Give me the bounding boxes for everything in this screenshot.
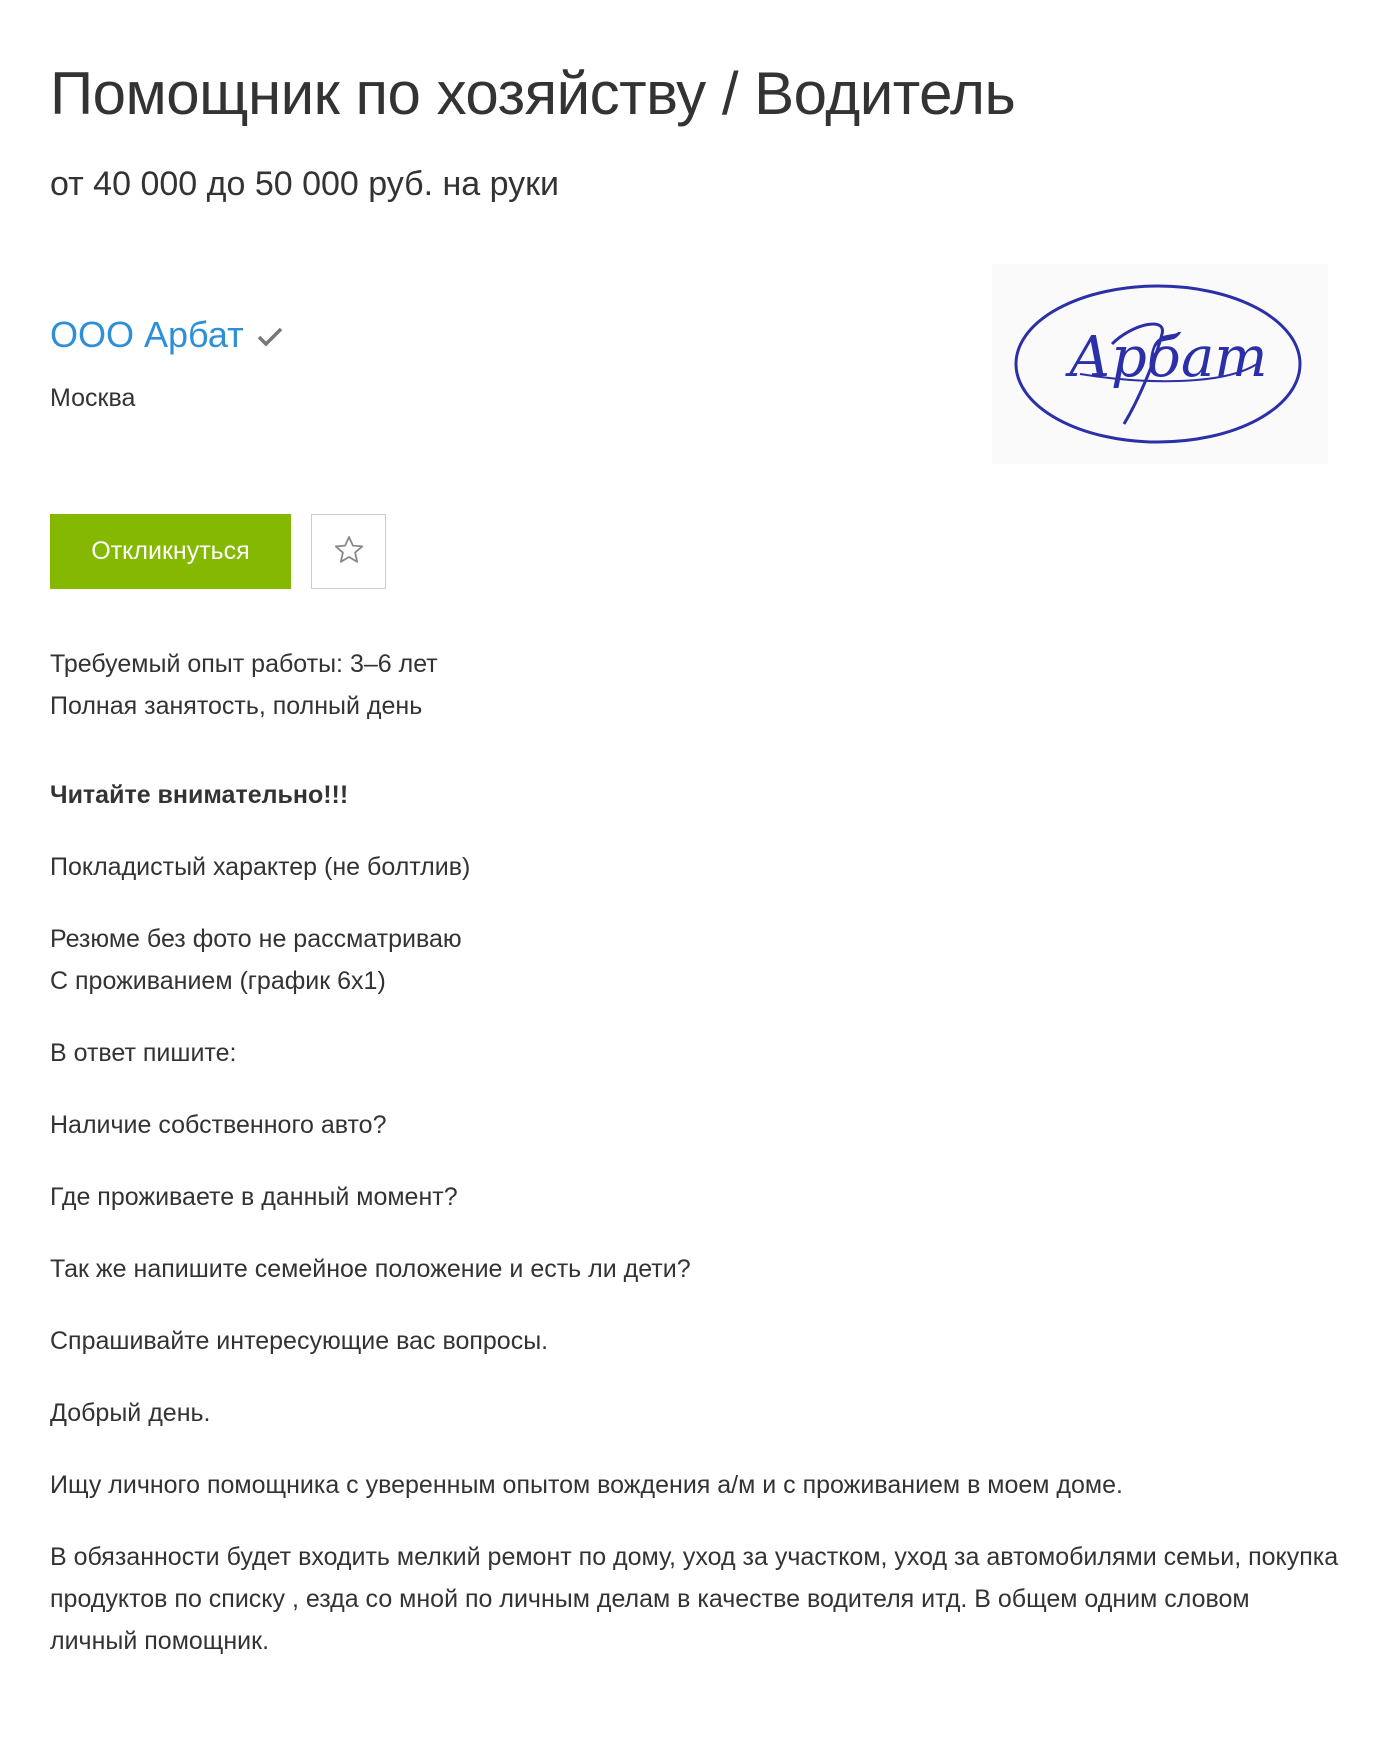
favorite-button[interactable] (311, 514, 386, 589)
respond-button[interactable]: Откликнуться (50, 514, 291, 589)
description-reply-intro: В ответ пишите: (50, 1039, 237, 1067)
salary: от 40 000 до 50 000 руб. на руки (50, 165, 560, 203)
description-heading: Читайте внимательно!!! (50, 781, 349, 809)
description-looking-for: Ищу личного помощника с уверенным опытом вождения а/м и с проживанием в моем доме. (50, 1471, 1123, 1499)
checkmark-icon (254, 319, 286, 351)
company-name: ООО Арбат (50, 314, 244, 355)
star-outline-icon (333, 534, 365, 569)
company-logo-text: Арбат (1068, 325, 1268, 390)
employment-type: Полная занятость, полный день (50, 692, 423, 720)
experience-required: Требуемый опыт работы: 3–6 лет (50, 650, 438, 678)
description-photo-note: Резюме без фото не рассматриваю (50, 925, 462, 953)
description-duties: В обязанности будет входить мелкий ремонт по дому, уход за участком, уход за автомобилями семьи, покупка продуктов по списку , езда со мной по личным делам в качестве водителя итд. В общем одним словом личный помощник. (50, 1543, 1339, 1655)
description-question-family: Так же напишите семейное положение и есть ли дети? (50, 1255, 691, 1283)
vacancy-meta (50, 643, 438, 727)
company-city: Москва (50, 384, 136, 412)
vacancy-title: Помощник по хозяйству / Водитель (50, 60, 1016, 127)
company-link[interactable] (50, 313, 286, 357)
description-ask-questions: Спрашивайте интересующие вас вопросы. (50, 1327, 549, 1355)
description-greeting: Добрый день. (50, 1399, 211, 1427)
description-question-residence: Где проживаете в данный момент? (50, 1183, 458, 1211)
vacancy-description (50, 774, 1340, 1692)
description-schedule: С проживанием (график 6х1) (50, 967, 386, 995)
description-photo-schedule (50, 918, 1340, 1002)
description-question-car: Наличие собственного авто? (50, 1111, 387, 1139)
company-logo[interactable] (992, 264, 1328, 464)
description-character: Покладистый характер (не болтлив) (50, 853, 471, 881)
